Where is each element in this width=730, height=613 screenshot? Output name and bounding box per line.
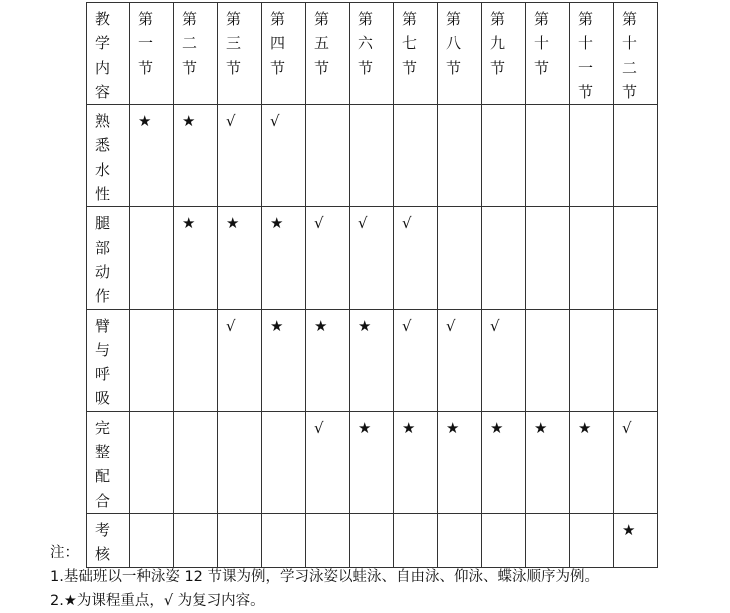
lesson-mark: √ bbox=[402, 214, 412, 233]
mark-cell bbox=[130, 207, 174, 309]
mark-cell bbox=[482, 411, 526, 513]
mark-cell bbox=[262, 411, 306, 513]
mark-cell bbox=[350, 105, 394, 207]
lesson-mark: ★ bbox=[490, 418, 504, 437]
lesson-header bbox=[350, 3, 394, 105]
lesson-mark: ★ bbox=[270, 214, 284, 233]
lesson-mark: √ bbox=[226, 112, 236, 131]
row-label-text: 腿部动作 bbox=[95, 214, 111, 306]
mark-cell bbox=[614, 105, 658, 207]
mark-cell bbox=[306, 207, 350, 309]
row-label bbox=[87, 207, 130, 309]
mark-cell bbox=[526, 105, 570, 207]
row-label bbox=[87, 309, 130, 411]
notes-title: 注： bbox=[50, 545, 79, 561]
mark-cell bbox=[218, 411, 262, 513]
mark-cell bbox=[614, 207, 658, 309]
lesson-header-label: 第六节 bbox=[358, 10, 374, 77]
lesson-mark: √ bbox=[446, 316, 456, 335]
lesson-header-label: 第五节 bbox=[314, 10, 330, 77]
lesson-header bbox=[262, 3, 306, 105]
row-label bbox=[87, 411, 130, 513]
mark-cell bbox=[438, 411, 482, 513]
lesson-mark: ★ bbox=[446, 418, 460, 437]
mark-cell bbox=[350, 207, 394, 309]
mark-cell bbox=[130, 309, 174, 411]
mark-cell bbox=[174, 105, 218, 207]
lesson-header bbox=[482, 3, 526, 105]
row-label-text: 熟悉水性 bbox=[95, 112, 111, 204]
lesson-header-label: 第十节 bbox=[534, 10, 550, 77]
lesson-header bbox=[570, 3, 614, 105]
lesson-header bbox=[614, 3, 658, 105]
mark-cell bbox=[130, 411, 174, 513]
lesson-mark: ★ bbox=[226, 214, 240, 233]
mark-cell bbox=[394, 411, 438, 513]
lesson-mark: √ bbox=[270, 112, 280, 131]
mark-cell bbox=[218, 309, 262, 411]
mark-cell bbox=[526, 309, 570, 411]
mark-cell bbox=[570, 411, 614, 513]
lesson-header-label: 第九节 bbox=[490, 10, 506, 77]
lesson-mark: ★ bbox=[358, 418, 372, 437]
mark-cell bbox=[482, 105, 526, 207]
note-line: 1.基础班以一种泳姿 12 节课为例，学习泳姿以蛙泳、自由泳、仰泳、蝶泳顺序为例。 bbox=[50, 569, 600, 585]
corner-header bbox=[87, 3, 130, 105]
lesson-mark: ★ bbox=[182, 214, 196, 233]
table-row bbox=[87, 309, 658, 411]
mark-cell bbox=[482, 207, 526, 309]
lesson-header bbox=[526, 3, 570, 105]
mark-cell bbox=[306, 411, 350, 513]
lesson-header-label: 第四节 bbox=[270, 10, 286, 77]
header-row bbox=[87, 3, 658, 105]
lesson-header-label: 第三节 bbox=[226, 10, 242, 77]
lesson-header bbox=[130, 3, 174, 105]
lesson-mark: ★ bbox=[314, 316, 328, 335]
row-label-text: 考核 bbox=[95, 520, 111, 564]
table-row bbox=[87, 411, 658, 513]
mark-cell bbox=[570, 309, 614, 411]
mark-cell bbox=[482, 309, 526, 411]
row-label-text: 完整配合 bbox=[95, 418, 111, 510]
lesson-mark: √ bbox=[490, 316, 500, 335]
lesson-mark: ★ bbox=[182, 112, 196, 131]
mark-cell bbox=[174, 207, 218, 309]
lesson-mark: ★ bbox=[534, 418, 548, 437]
lesson-mark: √ bbox=[226, 316, 236, 335]
lesson-mark: ★ bbox=[138, 112, 152, 131]
mark-cell bbox=[570, 207, 614, 309]
mark-cell bbox=[262, 207, 306, 309]
mark-cell bbox=[570, 105, 614, 207]
mark-cell bbox=[438, 105, 482, 207]
mark-cell bbox=[526, 411, 570, 513]
corner-label: 教学内容 bbox=[95, 10, 111, 101]
mark-cell bbox=[614, 411, 658, 513]
lesson-mark: ★ bbox=[578, 418, 592, 437]
lesson-header-label: 第十一节 bbox=[578, 10, 594, 101]
lesson-header bbox=[306, 3, 350, 105]
mark-cell bbox=[262, 105, 306, 207]
mark-cell bbox=[218, 207, 262, 309]
lesson-header-label: 第二节 bbox=[182, 10, 198, 77]
notes-section bbox=[50, 541, 599, 613]
lesson-mark: √ bbox=[314, 214, 324, 233]
lesson-mark: ★ bbox=[402, 418, 416, 437]
mark-cell bbox=[218, 105, 262, 207]
note-line: 2.★为课程重点，√ 为复习内容。 bbox=[50, 593, 265, 609]
table-row bbox=[87, 105, 658, 207]
mark-cell bbox=[438, 309, 482, 411]
lesson-mark: √ bbox=[402, 316, 412, 335]
lesson-header bbox=[438, 3, 482, 105]
mark-cell bbox=[130, 105, 174, 207]
mark-cell bbox=[174, 309, 218, 411]
mark-cell bbox=[306, 105, 350, 207]
mark-cell bbox=[394, 105, 438, 207]
row-label bbox=[87, 105, 130, 207]
mark-cell bbox=[350, 411, 394, 513]
lesson-header-label: 第七节 bbox=[402, 10, 418, 77]
lesson-header-label: 第一节 bbox=[138, 10, 154, 77]
lesson-schedule-table bbox=[86, 2, 658, 568]
lesson-header bbox=[174, 3, 218, 105]
lesson-mark: √ bbox=[358, 214, 368, 233]
lesson-mark: √ bbox=[314, 418, 324, 437]
mark-cell bbox=[174, 411, 218, 513]
lesson-header bbox=[218, 3, 262, 105]
mark-cell bbox=[306, 309, 350, 411]
mark-cell bbox=[394, 309, 438, 411]
row-label-text: 臂与呼吸 bbox=[95, 316, 111, 408]
lesson-mark: ★ bbox=[270, 316, 284, 335]
mark-cell bbox=[394, 207, 438, 309]
lesson-header-label: 第十二节 bbox=[622, 10, 638, 101]
table-row bbox=[87, 207, 658, 309]
mark-cell bbox=[526, 207, 570, 309]
mark-cell bbox=[614, 513, 658, 567]
mark-cell bbox=[350, 309, 394, 411]
mark-cell bbox=[614, 309, 658, 411]
mark-cell bbox=[262, 309, 306, 411]
lesson-mark: ★ bbox=[622, 520, 636, 539]
lesson-header bbox=[394, 3, 438, 105]
lesson-mark: ★ bbox=[358, 316, 372, 335]
lesson-header-label: 第八节 bbox=[446, 10, 462, 77]
mark-cell bbox=[438, 207, 482, 309]
lesson-mark: √ bbox=[622, 418, 632, 437]
